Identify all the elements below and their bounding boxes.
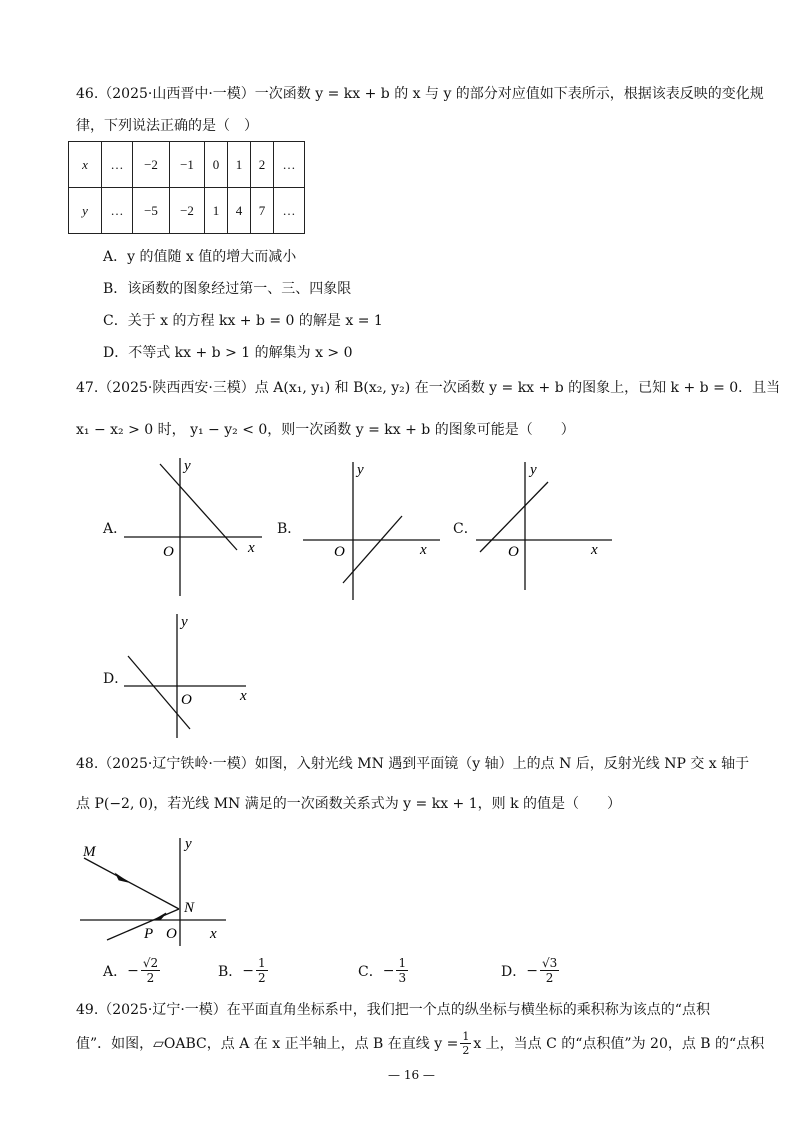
q47-option-b-label[interactable]: B． [277,521,302,537]
q48-stem-line1: 48.（2025·辽宁铁岭·一模）如图，入射光线 MN 遇到平面镜（y 轴）上的点 N 后，反射光线 NP 交 x 轴于 [76,756,750,772]
q48-option-c-label: C． [358,963,383,980]
q48-option-c[interactable] [358,956,408,985]
graph-d-y-label: y [181,614,188,630]
q46-option-b[interactable]: B．该函数的图象经过第一、三、四象限 [103,281,352,297]
fraction-den: 2 [545,971,554,985]
graph-a-x-label: x [248,540,255,556]
q49-stem-line2 [76,1030,764,1057]
q48-label-x: x [210,926,217,942]
table-cell: −1 [170,142,205,188]
page-number: — 16 — [388,1068,435,1082]
table-cell: −2 [133,142,170,188]
table-cell: 7 [251,188,274,234]
q48-option-a-sign: − [127,962,139,979]
table-cell: 1 [205,188,228,234]
graph-c-y-label: y [530,462,537,478]
q48-option-b-sign: − [242,962,255,979]
graph-a [124,458,262,596]
q46-stem-line1: 46.（2025·山西晋中·一模）一次函数 y = kx + b 的 x 与 y 的部分对应值如下表所示，根据该表反映的变化规 [76,86,764,102]
q49-stem-line2-b: x 上，当点 C 的“点积值”为 20，点 B 的“点积 [473,1035,765,1052]
q48-label-N: N [184,900,195,916]
table-cell: 0 [205,142,228,188]
q49-stem-line1: 49.（2025·辽宁·一模）在平面直角坐标系中，我们把一个点的纵坐标与横坐标的乘积称为该点的“点积 [76,1002,710,1018]
graph-a-y-label: y [184,458,191,474]
fraction-den: 3 [398,971,407,985]
q48-option-d-label: D． [501,963,527,980]
fraction-num: 1 [462,1030,470,1043]
table-cell: … [274,188,305,234]
q47-option-d-label[interactable]: D． [103,671,129,687]
graph-a-origin: O [163,544,174,560]
q48-option-d[interactable] [501,956,559,985]
fraction [256,956,268,985]
graph-d [124,614,247,738]
table-cell: −2 [170,188,205,234]
table-cell: x [69,142,102,188]
fraction-den: 2 [258,971,266,985]
fraction-num: 1 [398,956,407,970]
graph-c [476,462,612,590]
graph-b [303,462,440,600]
graph-b-y-label: y [357,462,364,478]
table-cell: 2 [251,142,274,188]
q48-option-b-label: B． [218,963,243,980]
fraction [460,1030,471,1057]
q46-option-d[interactable]: D．不等式 kx + b > 1 的解集为 x > 0 [103,345,353,361]
q46-stem-line2: 律，下列说法正确的是（ ） [76,118,258,134]
q48-label-y: y [185,836,192,852]
q49-stem-line2-a: 值”．如图，▱OABC，点 A 在 x 正半轴上，点 B 在直线 y = [76,1035,459,1052]
q47-stem-line1: 47.（2025·陕西西安·三模）点 A(x₁, y₁) 和 B(x₂, y₂) 在一次函数 y = kx + b 的图象上，已知 k + b = 0．且当 [76,380,781,396]
q47-stem-line2: x₁ − x₂ > 0 时， y₁ − y₂ < 0，则一次函数 y = kx + b 的图象可能是（ ） [76,422,575,438]
q46-option-c[interactable]: C．关于 x 的方程 kx + b = 0 的解是 x = 1 [103,313,383,329]
graph-b-origin: O [334,544,345,560]
graph-c-x-label: x [591,542,598,558]
q48-stem-line2: 点 P(−2, 0)，若光线 MN 满足的一次函数关系式为 y = kx + 1，则 k 的值是（ ） [76,796,622,812]
fraction [540,956,559,985]
fraction [396,956,408,985]
q48-label-O: O [166,926,177,942]
q48-label-M: M [83,844,96,860]
q48-option-c-sign: − [382,962,395,979]
q48-label-P: P [144,926,154,942]
table-cell: 4 [228,188,251,234]
table-cell: y [69,188,102,234]
table-cell: … [274,142,305,188]
table-cell: 1 [228,142,251,188]
fraction-num: √2 [142,956,159,970]
fraction [141,956,160,985]
table-cell: −5 [133,188,170,234]
q47-option-c-label[interactable]: C． [453,521,478,537]
graph-c-origin: O [508,544,519,560]
graph-b-x-label: x [420,542,427,558]
table-cell: … [102,188,133,234]
q48-option-a-label: A． [103,963,128,980]
fraction-den: 2 [146,971,155,985]
fraction-num: √3 [541,956,558,970]
fraction-den: 2 [462,1044,470,1057]
fraction-num: 1 [258,956,266,970]
graph-d-origin: O [181,692,192,708]
q47-option-a-label[interactable]: A． [103,521,128,537]
q48-option-d-sign: − [526,962,538,979]
q46-option-a[interactable]: A．y 的值随 x 值的增大而减小 [103,249,297,265]
q48-option-b[interactable] [218,956,268,985]
graph-d-x-label: x [240,688,247,704]
q48-figure [80,836,226,946]
q48-option-a[interactable] [103,956,160,985]
table-cell: … [102,142,133,188]
